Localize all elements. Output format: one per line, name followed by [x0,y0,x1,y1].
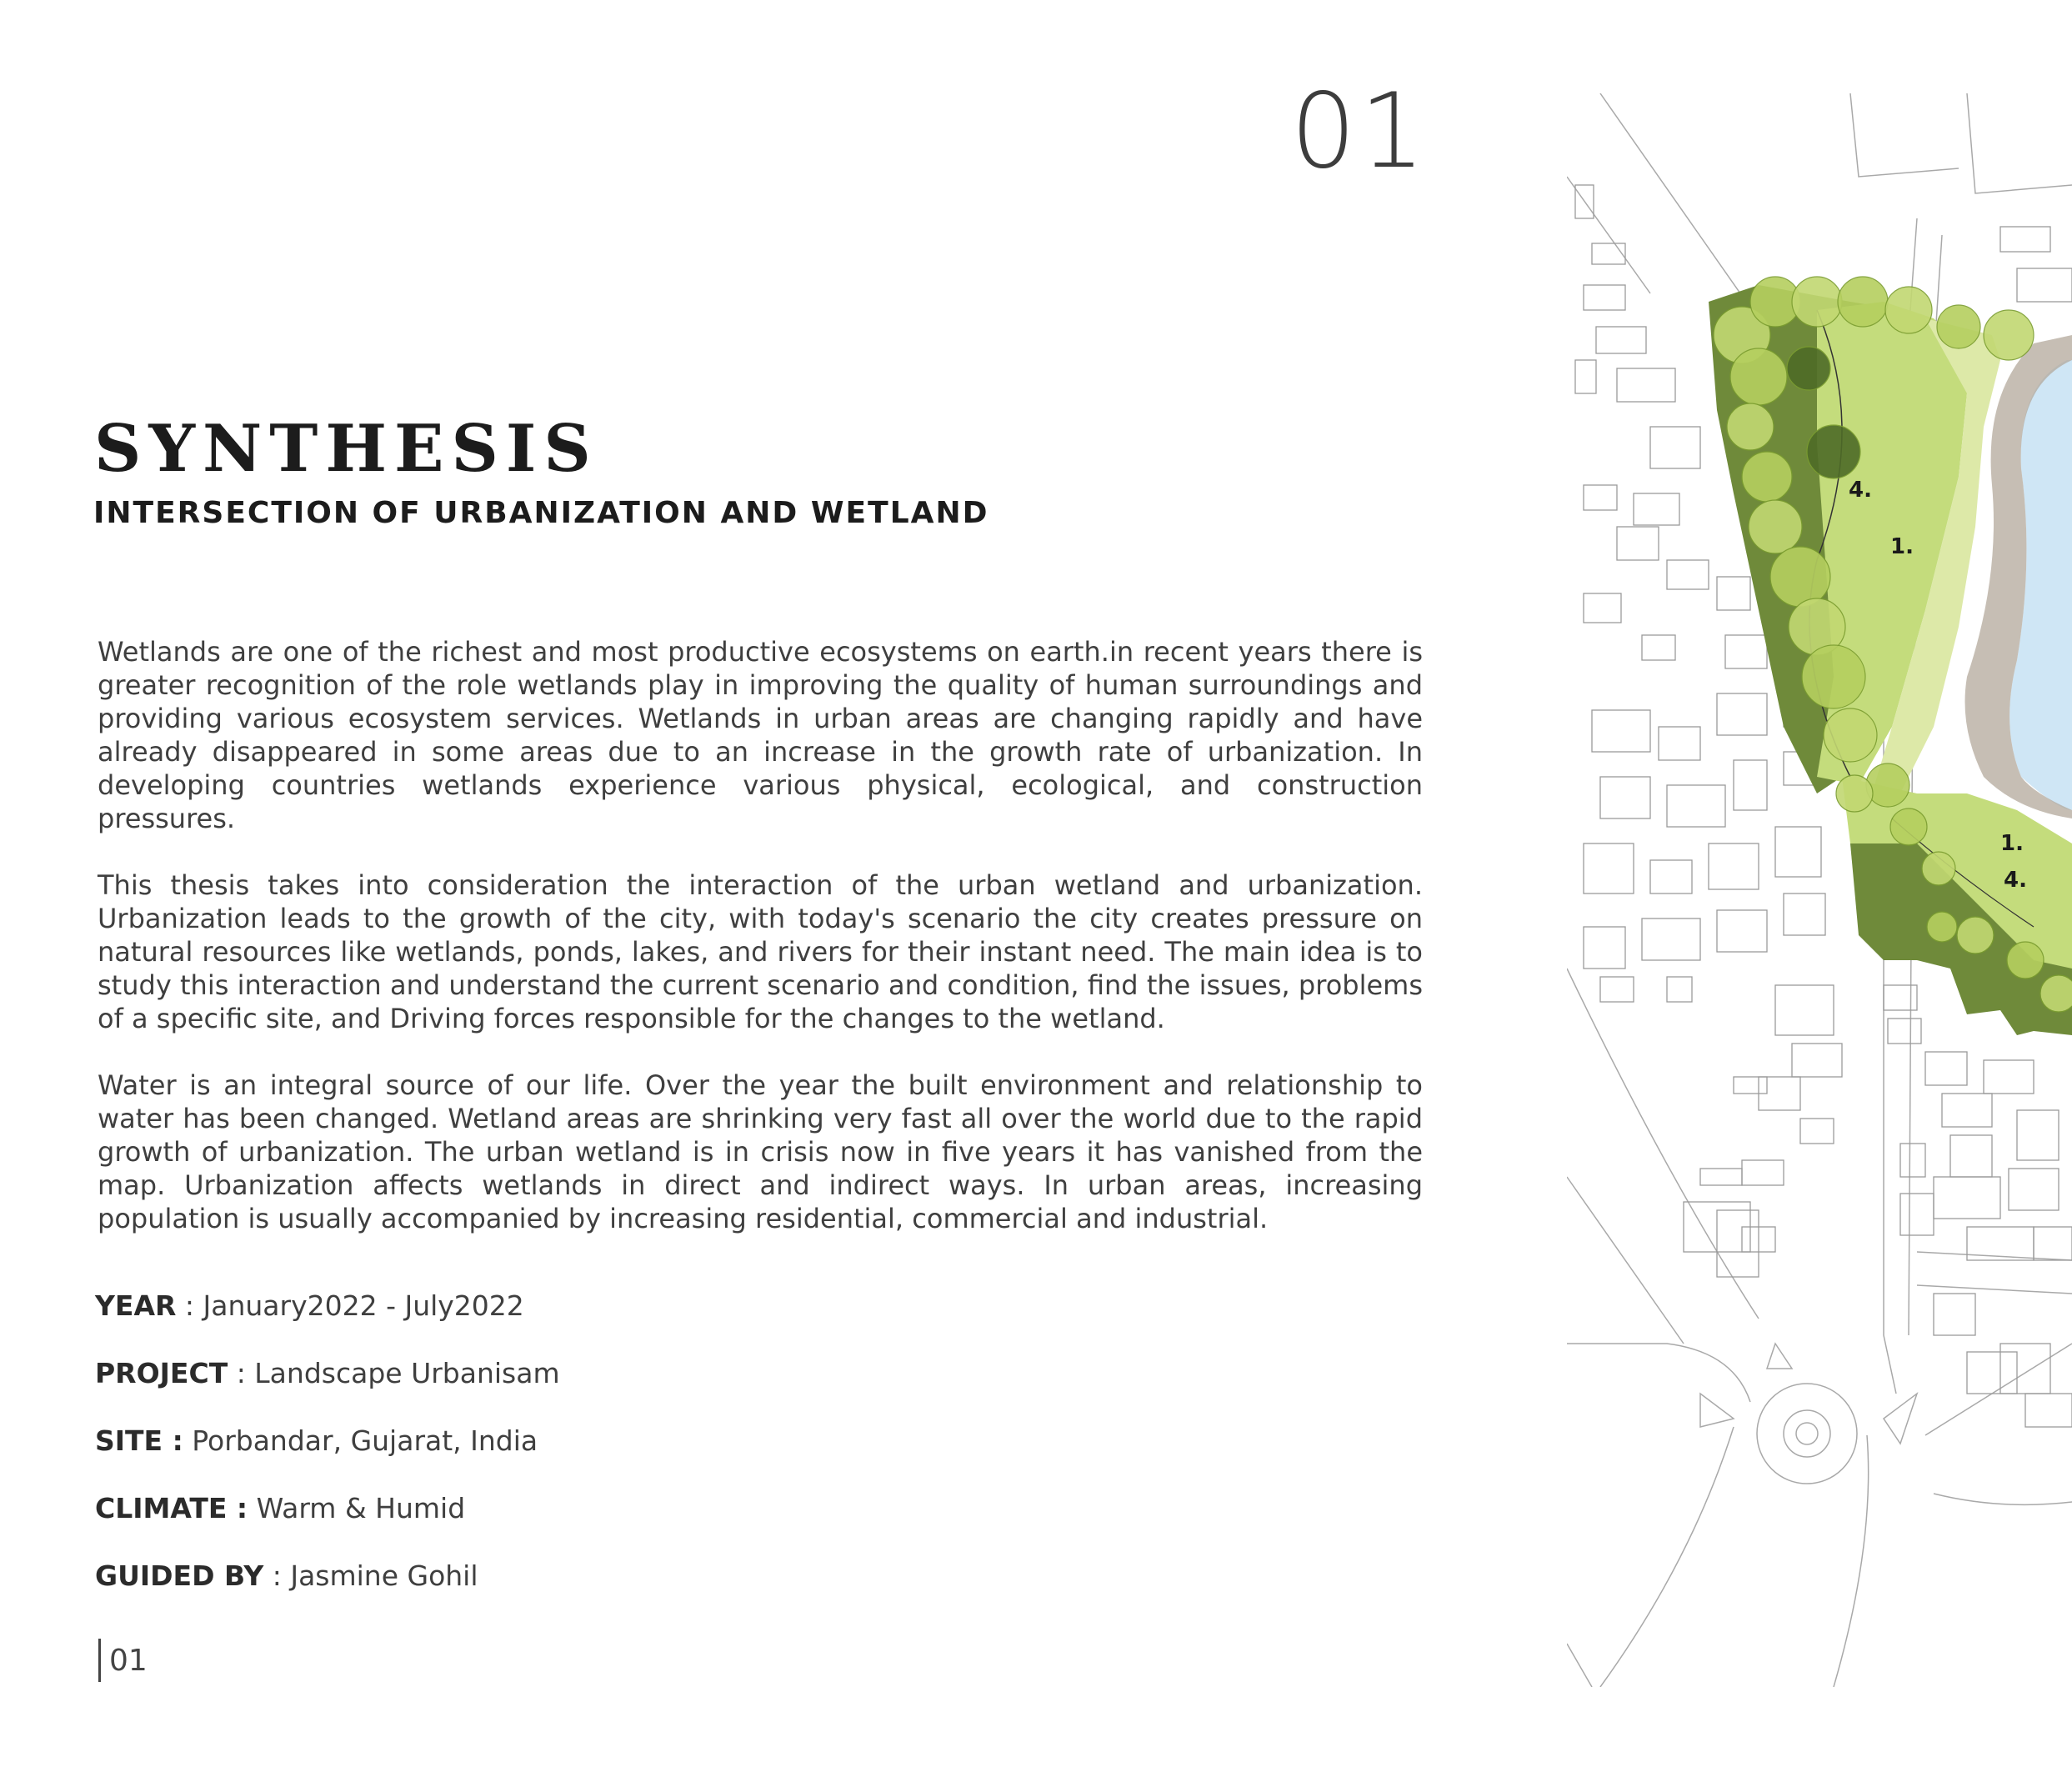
meta-label: GUIDED BY [95,1559,264,1592]
meta-project [95,1353,560,1420]
meta-climate [95,1488,560,1555]
footer-page-label: 01 [109,1643,148,1678]
meta-label: SITE : [95,1424,183,1457]
footer-page-number [98,1639,148,1682]
paragraph: Wetlands are one of the richest and most productive ecosystems on earth.in recent years there is greater recognition of the role wetlands play in improving the quality of human surroundings and providing various ecosystem services. Wetlands in urban areas are changing rapidly and have already disappeared in some areas due to an increase in the growth rate of urbanization. In developing countries wetlands experience various physical, ecological, and construction pressures. [98,636,1423,834]
roundabout [1700,1344,1917,1484]
meta-value: : Jasmine Gohil [263,1559,478,1592]
zone-label: 4. [2004,868,2027,893]
project-meta [95,1285,560,1623]
meta-value: : Landscape Urbanisam [228,1357,560,1389]
meta-value: Warm & Humid [248,1492,466,1524]
paragraph: Water is an integral source of our life. Over the year the built environment and relationship to water has been changed. Wetland areas are shrinking very fast all over the world due to the rapid growth of urbanization. The urban wetland is in crisis now in five years it has vanished from the map. Urbanization affects wetlands in direct and indirect ways. In urban areas, increasing population is usually accompanied by increasing residential, commercial and industrial. [98,1069,1423,1234]
meta-year [95,1285,560,1353]
page-subtitle: INTERSECTION OF URBANIZATION AND WETLAND [93,496,989,530]
zone-label: 1. [2000,831,2024,856]
meta-label: PROJECT [95,1357,228,1389]
zone-label: 4. [1849,478,1872,503]
paragraph: This thesis takes into consideration the interaction of the urban wetland and urbanization. Urbanization leads to the growth of the city, with today's scenario the city creates pressure on natural resources like wetlands, ponds, lakes, and rivers for their instant need. The main idea is to study this interaction and understand the current scenario and condition, find the issues, problems of a specific site, and Driving forces responsible for the changes to the wetland. [98,869,1423,1034]
page-title: SYNTHESIS [94,411,598,487]
meta-value: Porbandar, Gujarat, India [183,1424,538,1457]
page-number-large: 01 [1290,72,1429,192]
zone-label: 1. [1890,534,1914,559]
body-text [98,635,1423,1269]
meta-label: CLIMATE : [95,1492,248,1524]
meta-label: YEAR [95,1289,177,1322]
footer-divider [98,1639,101,1682]
meta-value: : January2022 - July2022 [176,1289,524,1322]
meta-site [95,1420,560,1488]
site-plan-image [1567,93,2072,1687]
meta-guided-by [95,1555,560,1623]
